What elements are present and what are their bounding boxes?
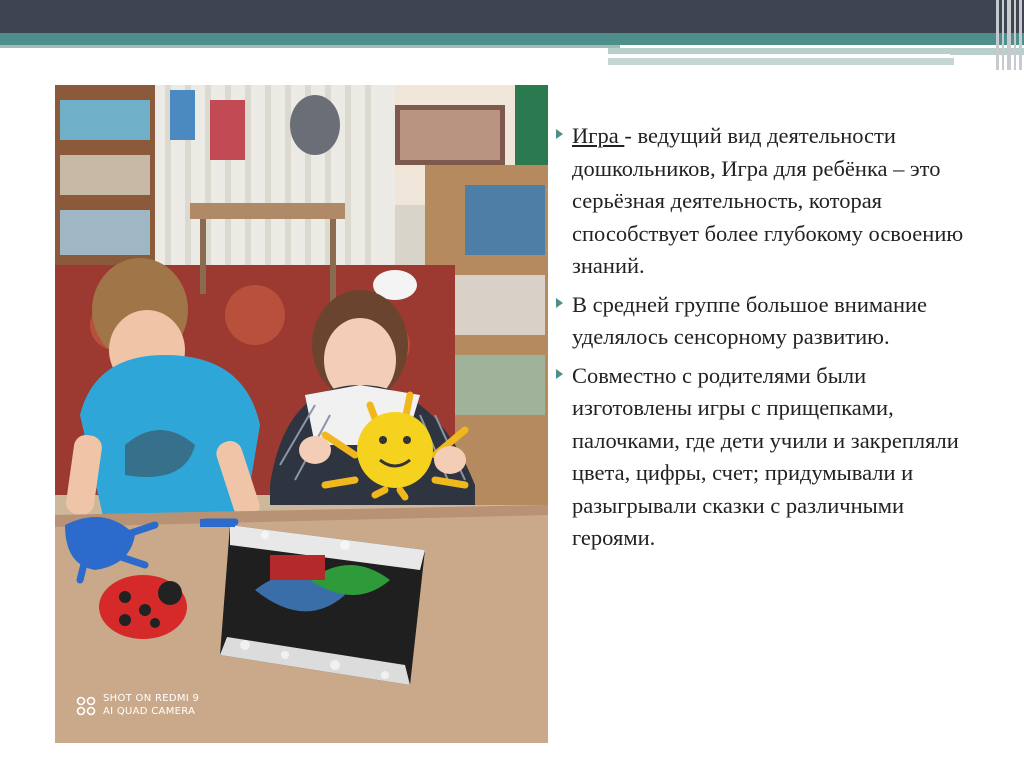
watermark-line: AI QUAD CAMERA bbox=[103, 706, 196, 717]
camera-lens-icon bbox=[75, 695, 97, 717]
slide-text bbox=[556, 120, 986, 561]
bullet-icon bbox=[556, 129, 563, 139]
paragraph bbox=[556, 289, 986, 354]
paragraph bbox=[556, 360, 986, 555]
paragraph bbox=[556, 120, 986, 283]
key-term: Игра bbox=[572, 123, 625, 148]
bullet-icon bbox=[556, 369, 563, 379]
watermark-line: SHOT ON REDMI 9 bbox=[103, 693, 200, 704]
header-strip bbox=[0, 45, 620, 48]
paragraph-text: - ведущий вид деятельности дошкольников, Игра для ребёнка – это серьёзная деятельность, которая способствует более глубокому освоению знаний. bbox=[572, 123, 964, 278]
paragraph-text: В средней группе большое внимание уделялось сенсорному развитию. bbox=[572, 291, 928, 349]
header-accent-bar bbox=[0, 33, 1024, 45]
photo-illustration bbox=[55, 85, 548, 743]
header-vertical-stripes bbox=[994, 0, 1024, 70]
slide-photo bbox=[55, 85, 548, 743]
header-divider bbox=[608, 54, 950, 56]
paragraph-text: Совместно с родителями были изготовлены игры с прищепками, палочками, где дети учили и закрепляли цвета, цифры, счет; придумывали и разыгрывали сказки с различными героями. bbox=[572, 362, 959, 550]
header-strip bbox=[608, 58, 954, 65]
header-bar bbox=[0, 0, 1024, 33]
bullet-icon bbox=[556, 298, 563, 308]
